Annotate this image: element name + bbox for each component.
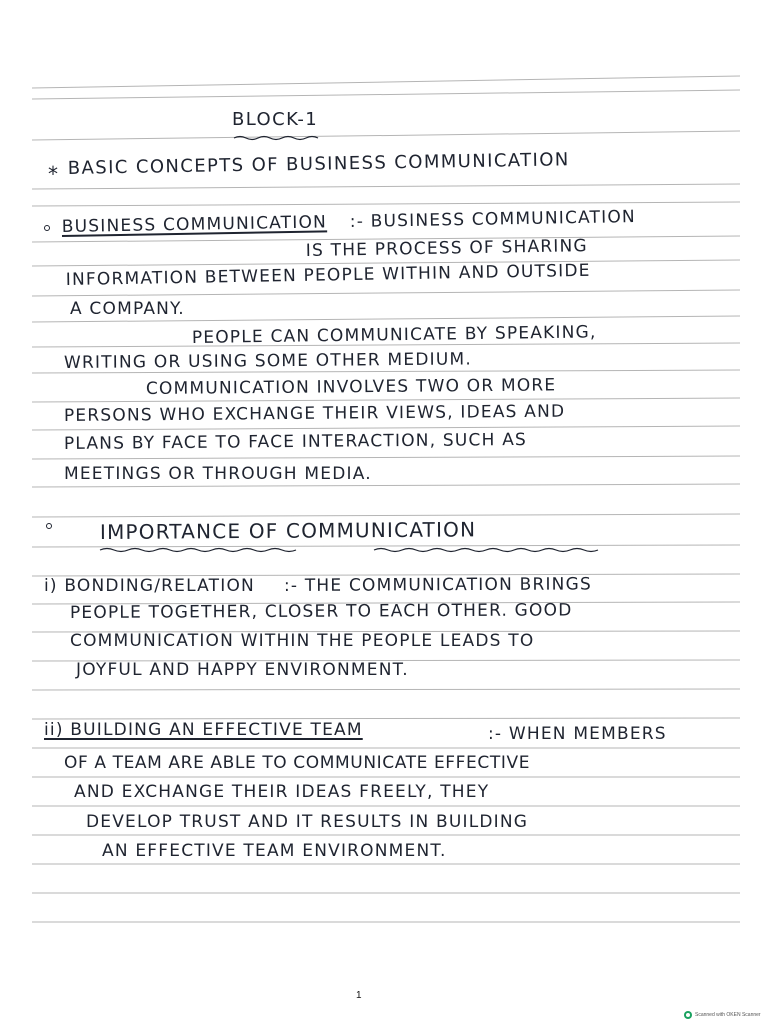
section-line: A COMPANY.: [70, 299, 185, 319]
section-line: :- BUSINESS COMMUNICATION: [349, 207, 637, 232]
point-line: DEVELOP TRUST AND IT RESULTS IN BUILDING: [86, 812, 529, 832]
point-line: OF A TEAM ARE ABLE TO COMMUNICATE EFFECTIVE: [64, 753, 531, 773]
page-title: BLOCK-1: [232, 109, 319, 130]
point-line: AN EFFECTIVE TEAM ENVIRONMENT.: [102, 841, 447, 861]
point-line: JOYFUL AND HAPPY ENVIRONMENT.: [76, 660, 409, 680]
section-line: PERSONS WHO EXCHANGE THEIR VIEWS, IDEAS AND: [63, 401, 566, 426]
scanner-watermark-text: Scanned with OKEN Scanner: [695, 1012, 761, 1018]
heading-underline-2: [374, 549, 598, 552]
section-line: PLANS BY FACE TO FACE INTERACTION, SUCH AS: [63, 429, 528, 454]
point-line: :- WHEN MEMBERS: [488, 724, 667, 744]
section-line: PEOPLE CAN COMMUNICATE BY SPEAKING,: [191, 322, 597, 348]
point-line: AND EXCHANGE THEIR IDEAS FREELY, THEY: [74, 782, 490, 802]
point-label-building-team: ii) BUILDING AN EFFECTIVE TEAM: [44, 720, 363, 740]
bullet-icon: [44, 225, 50, 231]
point-line: COMMUNICATION WITHIN THE PEOPLE LEADS TO: [70, 631, 535, 651]
scanner-watermark: [684, 1011, 761, 1019]
heading-underline: [100, 549, 296, 552]
subtitle-star-marker: *: [48, 162, 60, 186]
point-line: :- THE COMMUNICATION BRINGS: [283, 574, 593, 596]
section-line: MEETINGS OR THROUGH MEDIA.: [64, 464, 372, 484]
page-subtitle: BASIC CONCEPTS OF BUSINESS COMMUNICATION: [67, 149, 570, 179]
section-heading-importance: IMPORTANCE OF COMMUNICATION: [99, 517, 477, 544]
section-line: INFORMATION BETWEEN PEOPLE WITHIN AND OUTSIDE: [65, 260, 591, 290]
point-label-bonding: i) BONDING/RELATION: [44, 576, 255, 596]
section-line: IS THE PROCESS OF SHARING: [305, 236, 589, 261]
page-number: 1: [356, 990, 362, 1001]
section-heading-business-communication: BUSINESS COMMUNICATION: [61, 212, 328, 237]
section-line: COMMUNICATION INVOLVES TWO OR MORE: [145, 375, 557, 399]
scanner-logo-icon: [684, 1011, 692, 1019]
point-line: PEOPLE TOGETHER, CLOSER TO EACH OTHER. GOOD: [69, 600, 573, 623]
bullet-icon: [46, 523, 52, 529]
section-line: WRITING OR USING SOME OTHER MEDIUM.: [63, 349, 472, 373]
